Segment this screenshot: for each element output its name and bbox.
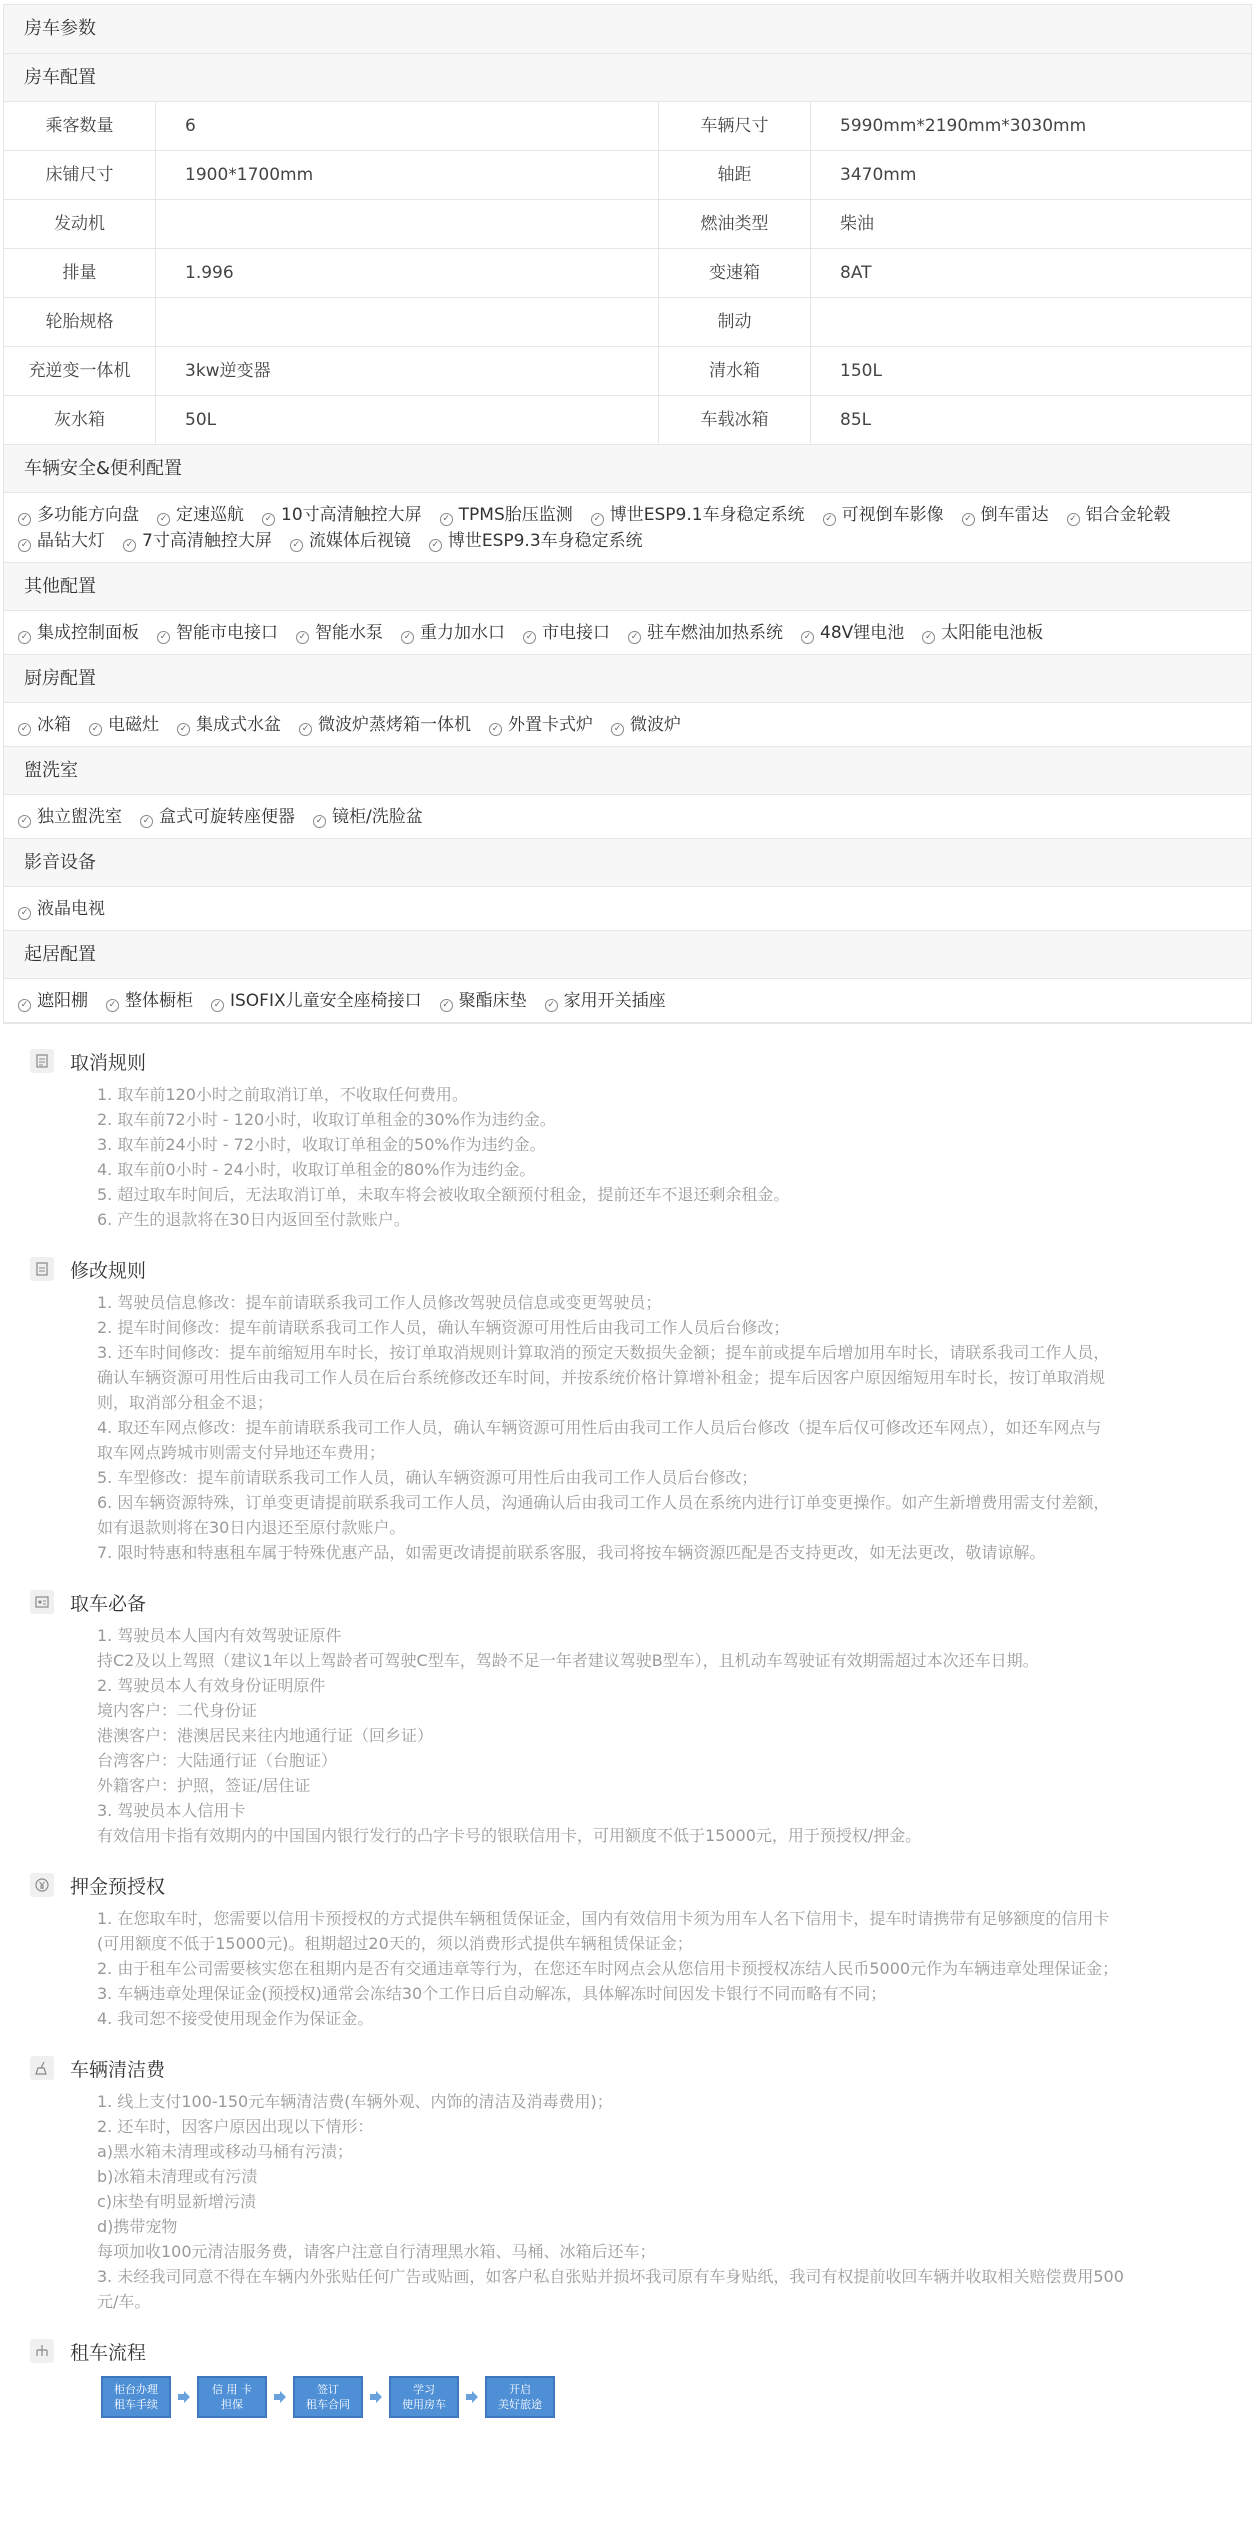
process-step-line2: 租车合同 bbox=[306, 2398, 350, 2411]
feature-item bbox=[545, 990, 666, 1012]
feature-item bbox=[823, 504, 944, 526]
yen-icon bbox=[30, 1873, 54, 1897]
feature-item bbox=[106, 990, 193, 1012]
rule-body bbox=[30, 1623, 1225, 1848]
check-circle-icon: ✓ bbox=[157, 631, 170, 644]
spec-value: 85L bbox=[840, 410, 872, 430]
rule-line: 2. 由于租车公司需要核实您在租期内是否有交通违章等行为，在您还车时网点会从您信用卡预授权冻结人民币5000元作为车辆违章处理保证金； bbox=[97, 1959, 1119, 1978]
rule-block bbox=[30, 1587, 1225, 1848]
rule-line: 1. 在您取车时，您需要以信用卡预授权的方式提供车辆租赁保证金，国内有效信用卡须为用车人名下信用卡，提车时请携带有足够额度的信用卡 bbox=[97, 1909, 1110, 1928]
feature-label: 镜柜/洗脸盆 bbox=[332, 807, 423, 827]
rule-line: 持C2及以上驾照（建议1年以上驾龄者可驾驶C型车，驾龄不足一年者建议驾驶B型车），且机动车驾驶证有效期需超过本次还车日期。 bbox=[97, 1651, 1039, 1670]
rule-line: 1. 取车前120小时之前取消订单，不收取任何费用。 bbox=[97, 1085, 468, 1104]
feature-item bbox=[489, 714, 593, 736]
rule-title: 押金预授权 bbox=[70, 1875, 166, 1898]
feature-label: 盒式可旋转座便器 bbox=[159, 807, 295, 827]
feature-list bbox=[4, 703, 1251, 747]
feature-label: 太阳能电池板 bbox=[941, 623, 1044, 643]
rule-line: 4. 取车前0小时 - 24小时，收取订单租金的80%作为违约金。 bbox=[97, 1160, 536, 1179]
process-flow bbox=[101, 2376, 1225, 2418]
rule-line: d)携带宠物 bbox=[97, 2217, 178, 2236]
process-title: 租车流程 bbox=[70, 2341, 147, 2364]
feature-label: 博世ESP9.1车身稳定系统 bbox=[609, 505, 805, 525]
rule-line: (可用额度不低于15000元)。租期超过20天的，须以消费形式提供车辆租赁保证金； bbox=[97, 1934, 693, 1953]
feature-label: 定速巡航 bbox=[176, 505, 244, 525]
arrow-right-icon bbox=[363, 2390, 389, 2404]
process-step-line2: 美好旅途 bbox=[498, 2398, 542, 2411]
feature-item bbox=[157, 622, 278, 644]
check-circle-icon: ✓ bbox=[1067, 513, 1080, 526]
check-circle-icon: ✓ bbox=[18, 723, 31, 736]
feature-item bbox=[591, 504, 805, 526]
rule-line: 2. 提车时间修改：提车前请联系我司工作人员，确认车辆资源可用性后由我司工作人员后台修改； bbox=[97, 1318, 790, 1337]
check-circle-icon: ✓ bbox=[18, 815, 31, 828]
rule-line: 1. 线上支付100-150元车辆清洁费(车辆外观、内饰的清洁及消毒费用)； bbox=[97, 2092, 613, 2111]
check-circle-icon: ✓ bbox=[628, 631, 641, 644]
feature-label: 晶钻大灯 bbox=[37, 531, 105, 551]
rule-block bbox=[30, 2053, 1225, 2314]
feature-label: 智能市电接口 bbox=[176, 623, 278, 643]
process-step-line2: 租车手续 bbox=[114, 2398, 158, 2411]
feature-list bbox=[4, 979, 1251, 1023]
check-circle-icon: ✓ bbox=[18, 631, 31, 644]
spec-value: 3kw逆变器 bbox=[156, 347, 659, 395]
feature-item bbox=[18, 504, 139, 526]
rule-body bbox=[30, 1906, 1225, 2031]
spec-value bbox=[156, 298, 659, 346]
rule-title-row bbox=[30, 1254, 1225, 1284]
feature-list bbox=[4, 611, 1251, 655]
feature-list bbox=[4, 795, 1251, 839]
check-circle-icon: ✓ bbox=[313, 815, 326, 828]
feature-item bbox=[89, 714, 159, 736]
feature-section-title: 起居配置 bbox=[4, 931, 1251, 979]
check-circle-icon: ✓ bbox=[123, 539, 136, 552]
spec-label: 燃油类型 bbox=[659, 200, 811, 248]
process-step-line1: 柜台办理 bbox=[114, 2383, 158, 2396]
feature-list bbox=[4, 493, 1251, 563]
rule-title-row bbox=[30, 2053, 1225, 2083]
feature-label: 流媒体后视镜 bbox=[308, 531, 411, 551]
arrow-right-icon bbox=[459, 2390, 485, 2404]
rule-line: 2. 驾驶员本人有效身份证明原件 bbox=[97, 1676, 326, 1695]
feature-label: 可视倒车影像 bbox=[841, 505, 944, 525]
page bbox=[0, 4, 1255, 2418]
feature-item bbox=[296, 622, 383, 644]
check-circle-icon: ✓ bbox=[440, 999, 453, 1012]
feature-item bbox=[628, 622, 783, 644]
check-circle-icon: ✓ bbox=[523, 631, 536, 644]
spec-row bbox=[4, 151, 1251, 200]
rule-line: 外籍客户：护照，签证/居住证 bbox=[97, 1776, 311, 1795]
spec-value bbox=[156, 200, 659, 248]
check-circle-icon: ✓ bbox=[106, 999, 119, 1012]
spec-row bbox=[4, 396, 1251, 445]
spec-label: 乘客数量 bbox=[4, 102, 156, 150]
feature-label: 家用开关插座 bbox=[563, 991, 666, 1011]
feature-item bbox=[157, 504, 244, 526]
feature-item bbox=[429, 530, 643, 552]
spec-value: 1.996 bbox=[156, 249, 659, 297]
spec-label: 清水箱 bbox=[659, 347, 811, 395]
rule-line: 3. 未经我司同意不得在车辆内外张贴任何广告或贴画，如客户私自张贴并损坏我司原有车身贴纸，我司有权提前收回车辆并收取相关赔偿费用500 bbox=[97, 2267, 1124, 2286]
feature-item bbox=[313, 806, 423, 828]
broom-icon bbox=[30, 2056, 54, 2080]
rule-line: 境内客户：二代身份证 bbox=[97, 1701, 258, 1720]
feature-section-title: 车辆安全&便利配置 bbox=[4, 445, 1251, 493]
spec-value: 1900*1700mm bbox=[156, 151, 659, 199]
feature-label: 微波炉蒸烤箱一体机 bbox=[318, 715, 471, 735]
feature-item bbox=[18, 806, 122, 828]
rule-title-row bbox=[30, 1870, 1225, 1900]
check-circle-icon: ✓ bbox=[545, 999, 558, 1012]
process-step-line1: 信 用 卡 bbox=[212, 2383, 252, 2396]
rules-section bbox=[0, 1024, 1255, 2314]
process-step bbox=[389, 2376, 459, 2418]
feature-section-title: 盥洗室 bbox=[4, 747, 1251, 795]
process-step-line1: 开启 bbox=[509, 2383, 531, 2396]
feature-label: 外置卡式炉 bbox=[508, 715, 593, 735]
rule-line: 港澳客户：港澳居民来往内地通行证（回乡证） bbox=[97, 1726, 434, 1745]
check-circle-icon: ✓ bbox=[18, 513, 31, 526]
check-circle-icon: ✓ bbox=[290, 539, 303, 552]
arrow-right-icon bbox=[267, 2390, 293, 2404]
feature-label: 电磁灶 bbox=[108, 715, 159, 735]
feature-label: 10寸高清触控大屏 bbox=[281, 505, 422, 525]
rule-line: a)黑水箱未清理或移动马桶有污渍； bbox=[97, 2142, 354, 2161]
rule-line: 5. 车型修改：提车前请联系我司工作人员，确认车辆资源可用性后由我司工作人员后台修改； bbox=[97, 1468, 758, 1487]
feature-label: 智能水泵 bbox=[315, 623, 383, 643]
check-circle-icon: ✓ bbox=[823, 513, 836, 526]
process-title-row bbox=[30, 2336, 1225, 2366]
check-circle-icon: ✓ bbox=[177, 723, 190, 736]
rule-line: 1. 驾驶员信息修改：提车前请联系我司工作人员修改驾驶员信息或变更驾驶员； bbox=[97, 1293, 662, 1312]
rule-line: 每项加收100元清洁服务费，请客户注意自行清理黑水箱、马桶、冰箱后还车； bbox=[97, 2242, 656, 2261]
feature-item bbox=[18, 714, 71, 736]
feature-label: ISOFIX儿童安全座椅接口 bbox=[230, 991, 422, 1011]
feature-item bbox=[211, 990, 422, 1012]
process-step bbox=[101, 2376, 171, 2418]
params-title: 房车参数 bbox=[4, 5, 1251, 54]
feature-label: 微波炉 bbox=[630, 715, 681, 735]
rule-line: 台湾客户：大陆通行证（台胞证） bbox=[97, 1751, 338, 1770]
process-step bbox=[197, 2376, 267, 2418]
rule-line: 2. 取车前72小时 - 120小时，收取订单租金的30%作为违约金。 bbox=[97, 1110, 556, 1129]
check-circle-icon: ✓ bbox=[18, 539, 31, 552]
spec-label: 灰水箱 bbox=[4, 396, 156, 444]
rule-line: 2. 还车时，因客户原因出现以下情形： bbox=[97, 2117, 374, 2136]
feature-item bbox=[140, 806, 295, 828]
rule-line: 4. 我司恕不接受使用现金作为保证金。 bbox=[97, 2009, 374, 2028]
feature-item bbox=[1067, 504, 1171, 526]
feature-label: 重力加水口 bbox=[420, 623, 505, 643]
check-circle-icon: ✓ bbox=[401, 631, 414, 644]
process-step-line1: 签订 bbox=[317, 2383, 339, 2396]
rv-params-panel bbox=[3, 4, 1252, 1024]
feature-label: 驻车燃油加热系统 bbox=[647, 623, 783, 643]
rule-line: 元/车。 bbox=[97, 2292, 151, 2311]
check-circle-icon: ✓ bbox=[440, 513, 453, 526]
feature-item bbox=[18, 622, 139, 644]
rule-title-row bbox=[30, 1587, 1225, 1617]
spec-label: 变速箱 bbox=[659, 249, 811, 297]
process-section bbox=[0, 2336, 1255, 2418]
process-step bbox=[293, 2376, 363, 2418]
feature-label: 博世ESP9.3车身稳定系统 bbox=[447, 531, 643, 551]
spec-label: 车辆尺寸 bbox=[659, 102, 811, 150]
feature-item bbox=[177, 714, 281, 736]
rule-line: 5. 超过取车时间后，无法取消订单，未取车将会被收取全额预付租金，提前还车不退还剩余租金。 bbox=[97, 1185, 790, 1204]
feature-label: 聚酯床垫 bbox=[458, 991, 527, 1011]
feature-label: 倒车雷达 bbox=[980, 505, 1049, 525]
feature-item bbox=[611, 714, 681, 736]
check-circle-icon: ✓ bbox=[89, 723, 102, 736]
spec-value: 150L bbox=[840, 361, 882, 381]
spec-value: 50L bbox=[156, 396, 659, 444]
rule-line: 6. 因车辆资源特殊，订单变更请提前联系我司工作人员，沟通确认后由我司工作人员在系统内进行订单变更操作。如产生新增费用需支付差额， bbox=[97, 1493, 1110, 1512]
rule-line: 如有退款则将在30日内退还至原付款账户。 bbox=[97, 1518, 406, 1537]
spec-row bbox=[4, 347, 1251, 396]
spec-value: 3470mm bbox=[840, 165, 917, 185]
feature-label: TPMS胎压监测 bbox=[458, 505, 573, 525]
feature-section-title: 其他配置 bbox=[4, 563, 1251, 611]
check-circle-icon: ✓ bbox=[299, 723, 312, 736]
feature-item bbox=[962, 504, 1049, 526]
rule-block bbox=[30, 1870, 1225, 2031]
arrow-right-icon bbox=[171, 2390, 197, 2404]
process-step-line2: 使用房车 bbox=[402, 2398, 446, 2411]
spec-value: 柴油 bbox=[840, 214, 874, 234]
rule-body bbox=[30, 1290, 1225, 1565]
feature-label: 市电接口 bbox=[542, 623, 610, 643]
rule-line: b)冰箱未清理或有污渍 bbox=[97, 2167, 258, 2186]
rule-line: 取车网点跨城市则需支付异地还车费用； bbox=[97, 1443, 386, 1462]
check-circle-icon: ✓ bbox=[296, 631, 309, 644]
feature-label: 7寸高清触控大屏 bbox=[142, 531, 272, 551]
feature-label: 铝合金轮毂 bbox=[1085, 505, 1171, 525]
config-title: 房车配置 bbox=[4, 54, 1251, 102]
check-circle-icon: ✓ bbox=[429, 539, 442, 552]
feature-item bbox=[18, 990, 88, 1012]
check-circle-icon: ✓ bbox=[140, 815, 153, 828]
rule-line: 3. 驾驶员本人信用卡 bbox=[97, 1801, 246, 1820]
feature-label: 冰箱 bbox=[37, 715, 71, 735]
process-step-line1: 学习 bbox=[413, 2383, 435, 2396]
feature-section-title: 厨房配置 bbox=[4, 655, 1251, 703]
rule-line: 6. 产生的退款将在30日内返回至付款账户。 bbox=[97, 1210, 410, 1229]
spec-row bbox=[4, 102, 1251, 151]
rule-body bbox=[30, 1082, 1225, 1232]
check-circle-icon: ✓ bbox=[801, 631, 814, 644]
spec-row bbox=[4, 249, 1251, 298]
check-circle-icon: ✓ bbox=[211, 999, 224, 1012]
flow-icon bbox=[30, 2339, 54, 2363]
feature-list bbox=[4, 887, 1251, 931]
rule-line: 确认车辆资源可用性后由我司工作人员在后台系统修改还车时间，并按系统价格计算增补租金；提车后因客户原因缩短用车时长，按订单取消规 bbox=[97, 1368, 1106, 1387]
feature-sections bbox=[4, 445, 1251, 1023]
spec-row bbox=[4, 200, 1251, 249]
rule-line: 3. 车辆违章处理保证金(预授权)通常会冻结30个工作日后自动解冻，具体解冻时间因发卡银行不同而略有不同； bbox=[97, 1984, 887, 2003]
feature-item bbox=[523, 622, 610, 644]
rule-title-row bbox=[30, 1046, 1225, 1076]
spec-label: 排量 bbox=[4, 249, 156, 297]
spec-label: 轮胎规格 bbox=[4, 298, 156, 346]
check-circle-icon: ✓ bbox=[157, 513, 170, 526]
rule-line: 3. 还车时间修改：提车前缩短用车时长，按订单取消规则计算取消的预定天数损失金额；提车前或提车后增加用车时长，请联系我司工作人员， bbox=[97, 1343, 1110, 1362]
id-card-icon bbox=[30, 1590, 54, 1614]
spec-value: 6 bbox=[156, 102, 659, 150]
check-circle-icon: ✓ bbox=[262, 513, 275, 526]
feature-label: 多功能方向盘 bbox=[37, 505, 139, 525]
feature-label: 液晶电视 bbox=[37, 899, 105, 919]
spec-label: 充逆变一体机 bbox=[4, 347, 156, 395]
spec-value: 8AT bbox=[840, 263, 872, 283]
rule-body bbox=[30, 2089, 1225, 2314]
feature-item bbox=[262, 504, 422, 526]
rule-line: 则，取消部分租金不退； bbox=[97, 1393, 274, 1412]
feature-item bbox=[922, 622, 1043, 644]
spec-label: 床铺尺寸 bbox=[4, 151, 156, 199]
spec-value: 5990mm*2190mm*3030mm bbox=[840, 116, 1087, 136]
rule-title: 取消规则 bbox=[70, 1051, 147, 1074]
feature-label: 48V锂电池 bbox=[820, 623, 905, 643]
rule-line: c)床垫有明显新增污渍 bbox=[97, 2192, 257, 2211]
rule-line: 7. 限时特惠和特惠租车属于特殊优惠产品，如需更改请提前联系客服，我司将按车辆资源匹配是否支持更改，如无法更改，敬请谅解。 bbox=[97, 1543, 1046, 1562]
process-step-line2: 担保 bbox=[221, 2398, 243, 2411]
rule-line: 4. 取还车网点修改：提车前请联系我司工作人员，确认车辆资源可用性后由我司工作人员后台修改（提车后仅可修改还车网点），如还车网点与 bbox=[97, 1418, 1102, 1437]
feature-item bbox=[401, 622, 505, 644]
spec-table bbox=[4, 102, 1251, 445]
rule-title: 车辆清洁费 bbox=[70, 2058, 166, 2081]
feature-label: 集成控制面板 bbox=[37, 623, 139, 643]
feature-item bbox=[440, 990, 527, 1012]
spec-value bbox=[811, 298, 1251, 346]
rule-line: 有效信用卡指有效期内的中国国内银行发行的凸字卡号的银联信用卡，可用额度不低于15000元，用于预授权/押金。 bbox=[97, 1826, 922, 1845]
feature-item bbox=[299, 714, 471, 736]
feature-item bbox=[123, 530, 272, 552]
check-circle-icon: ✓ bbox=[611, 723, 624, 736]
feature-item bbox=[18, 898, 105, 920]
rule-line: 3. 取车前24小时 - 72小时，收取订单租金的50%作为违约金。 bbox=[97, 1135, 546, 1154]
feature-label: 整体橱柜 bbox=[125, 991, 193, 1011]
spec-label: 制动 bbox=[659, 298, 811, 346]
check-circle-icon: ✓ bbox=[591, 513, 604, 526]
document-icon bbox=[30, 1049, 54, 1073]
check-circle-icon: ✓ bbox=[18, 999, 31, 1012]
feature-section-title: 影音设备 bbox=[4, 839, 1251, 887]
spec-label: 轴距 bbox=[659, 151, 811, 199]
spec-row bbox=[4, 298, 1251, 347]
check-circle-icon: ✓ bbox=[962, 513, 975, 526]
check-circle-icon: ✓ bbox=[18, 907, 31, 920]
rule-line: 1. 驾驶员本人国内有效驾驶证原件 bbox=[97, 1626, 342, 1645]
spec-label: 发动机 bbox=[4, 200, 156, 248]
feature-item bbox=[440, 504, 573, 526]
process-step bbox=[485, 2376, 555, 2418]
feature-label: 独立盥洗室 bbox=[37, 807, 122, 827]
check-circle-icon: ✓ bbox=[489, 723, 502, 736]
check-circle-icon: ✓ bbox=[922, 631, 935, 644]
feature-label: 集成式水盆 bbox=[196, 715, 281, 735]
feature-label: 遮阳棚 bbox=[37, 991, 88, 1011]
feature-item bbox=[801, 622, 904, 644]
rule-title: 修改规则 bbox=[70, 1259, 147, 1282]
rule-block bbox=[30, 1254, 1225, 1565]
rule-block bbox=[30, 1046, 1225, 1232]
feature-item bbox=[290, 530, 411, 552]
spec-label: 车载冰箱 bbox=[659, 396, 811, 444]
feature-item bbox=[18, 530, 105, 552]
rule-title: 取车必备 bbox=[70, 1592, 147, 1615]
edit-icon bbox=[30, 1257, 54, 1281]
